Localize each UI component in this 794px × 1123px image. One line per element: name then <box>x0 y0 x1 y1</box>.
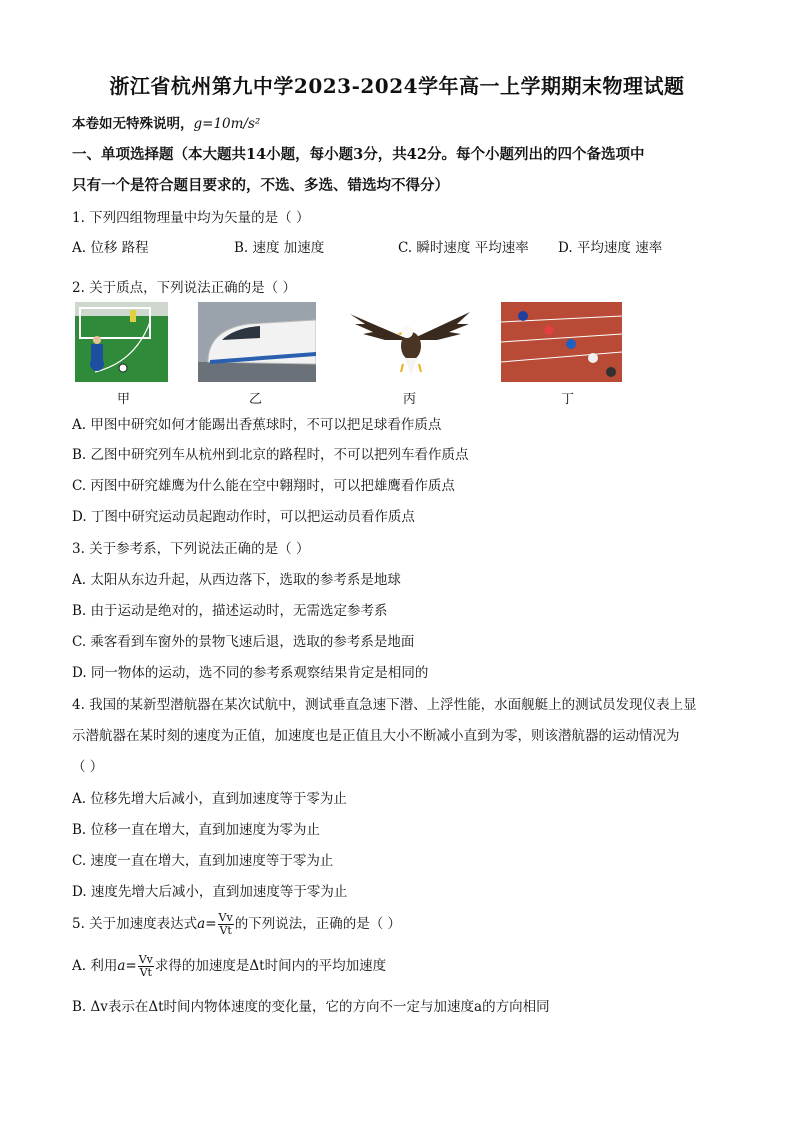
q5-option-a-frac-num: Vv <box>138 953 153 966</box>
q3-option-a: A. 太阳从东边升起，从西边落下，选取的参考系是地球 <box>72 572 401 588</box>
note-g: g=10m/s² <box>193 116 261 132</box>
caption-jia: 甲 <box>117 392 131 407</box>
q2-option-a: A. 甲图中研究如何才能踢出香蕉球时，不可以把足球看作质点 <box>72 417 442 433</box>
q1-option-d: D. 平均速度 速率 <box>558 240 663 256</box>
q4-stem-line3: （ ） <box>72 759 104 775</box>
q5-frac-num: Vv <box>218 911 233 924</box>
q2-option-c: C. 丙图中研究雄鹰为什么能在空中翱翔时，可以把雄鹰看作质点 <box>72 478 455 494</box>
q1-option-a: A. 位移 路程 <box>72 240 149 256</box>
q5-option-a <box>72 954 386 979</box>
caption-bing: 丙 <box>403 392 417 407</box>
q4-option-a: A. 位移先增大后减小，直到加速度等于零为止 <box>72 791 347 807</box>
q5-stem <box>72 912 401 937</box>
q5-stem-post: 的下列说法，正确的是（ ） <box>234 916 402 932</box>
eagle-image <box>345 302 475 382</box>
note-prefix: 本卷如无特殊说明， <box>72 116 194 132</box>
q5-option-a-post: 求得的加速度是Δt时间内的平均加速度 <box>154 958 387 974</box>
exam-note <box>72 112 260 132</box>
q1-option-c: C. 瞬时速度 平均速率 <box>398 240 529 256</box>
q3-option-b: B. 由于运动是绝对的，描述运动时，无需选定参考系 <box>72 603 388 619</box>
q2-stem: 2. 关于质点，下列说法正确的是（ ） <box>72 280 296 296</box>
q5-option-b: B. Δv表示在Δt时间内物体速度的变化量，它的方向不一定与加速度a的方向相同 <box>72 999 550 1015</box>
page-title: 浙江省杭州第九中学2023-2024学年高一上学期期末物理试题 <box>109 74 685 98</box>
q1-option-b: B. 速度 加速度 <box>234 240 325 256</box>
section-heading-line2: 只有一个是符合题目要求的，不选、多选、错选均不得分） <box>72 177 449 194</box>
section-heading-line1: 一、单项选择题（本大题共14小题，每小题3分，共42分。每个小题列出的四个备选项中 <box>72 146 645 163</box>
q4-option-c: C. 速度一直在增大，直到加速度等于零为止 <box>72 853 334 869</box>
caption-yi: 乙 <box>249 392 263 407</box>
q5-frac-den: Vt <box>219 924 232 937</box>
q4-stem-line2: 示潜航器在某时刻的速度为正值，加速度也是正值且大小不断减小直到为零，则该潜航器的运动情况为 <box>72 728 680 744</box>
q3-option-d: D. 同一物体的运动，选不同的参考系观察结果肯定是相同的 <box>72 665 429 681</box>
q5-fraction <box>218 912 234 937</box>
q2-option-b: B. 乙图中研究列车从杭州到北京的路程时，不可以把列车看作质点 <box>72 447 469 463</box>
sprinters-image <box>501 302 622 382</box>
q4-option-d: D. 速度先增大后减小，直到加速度等于零为止 <box>72 884 348 900</box>
q5-option-a-pre: A. 利用 <box>72 958 118 974</box>
q4-option-b: B. 位移一直在增大，直到加速度为零为止 <box>72 822 321 838</box>
q5-option-a-fraction <box>138 954 154 979</box>
train-image <box>198 302 316 382</box>
q2-option-d: D. 丁图中研究运动员起跑动作时，可以把运动员看作质点 <box>72 509 415 525</box>
q1-stem: 1. 下列四组物理量中均为矢量的是（ ） <box>72 210 310 226</box>
q5-option-a-eq: a= <box>117 958 137 974</box>
q4-stem-line1: 4. 我国的某新型潜航器在某次试航中，测试垂直急速下潜、上浮性能，水面舰艇上的测试员发现仪表上显 <box>72 697 697 713</box>
caption-ding: 丁 <box>561 392 575 407</box>
football-image <box>75 302 168 382</box>
q5-stem-pre: 5. 关于加速度表达式 <box>72 916 198 932</box>
q3-option-c: C. 乘客看到车窗外的景物飞速后退，选取的参考系是地面 <box>72 634 415 650</box>
q5-option-a-frac-den: Vt <box>139 966 152 979</box>
q5-a-eq: a= <box>197 916 217 932</box>
q3-stem: 3. 关于参考系，下列说法正确的是（ ） <box>72 541 310 557</box>
